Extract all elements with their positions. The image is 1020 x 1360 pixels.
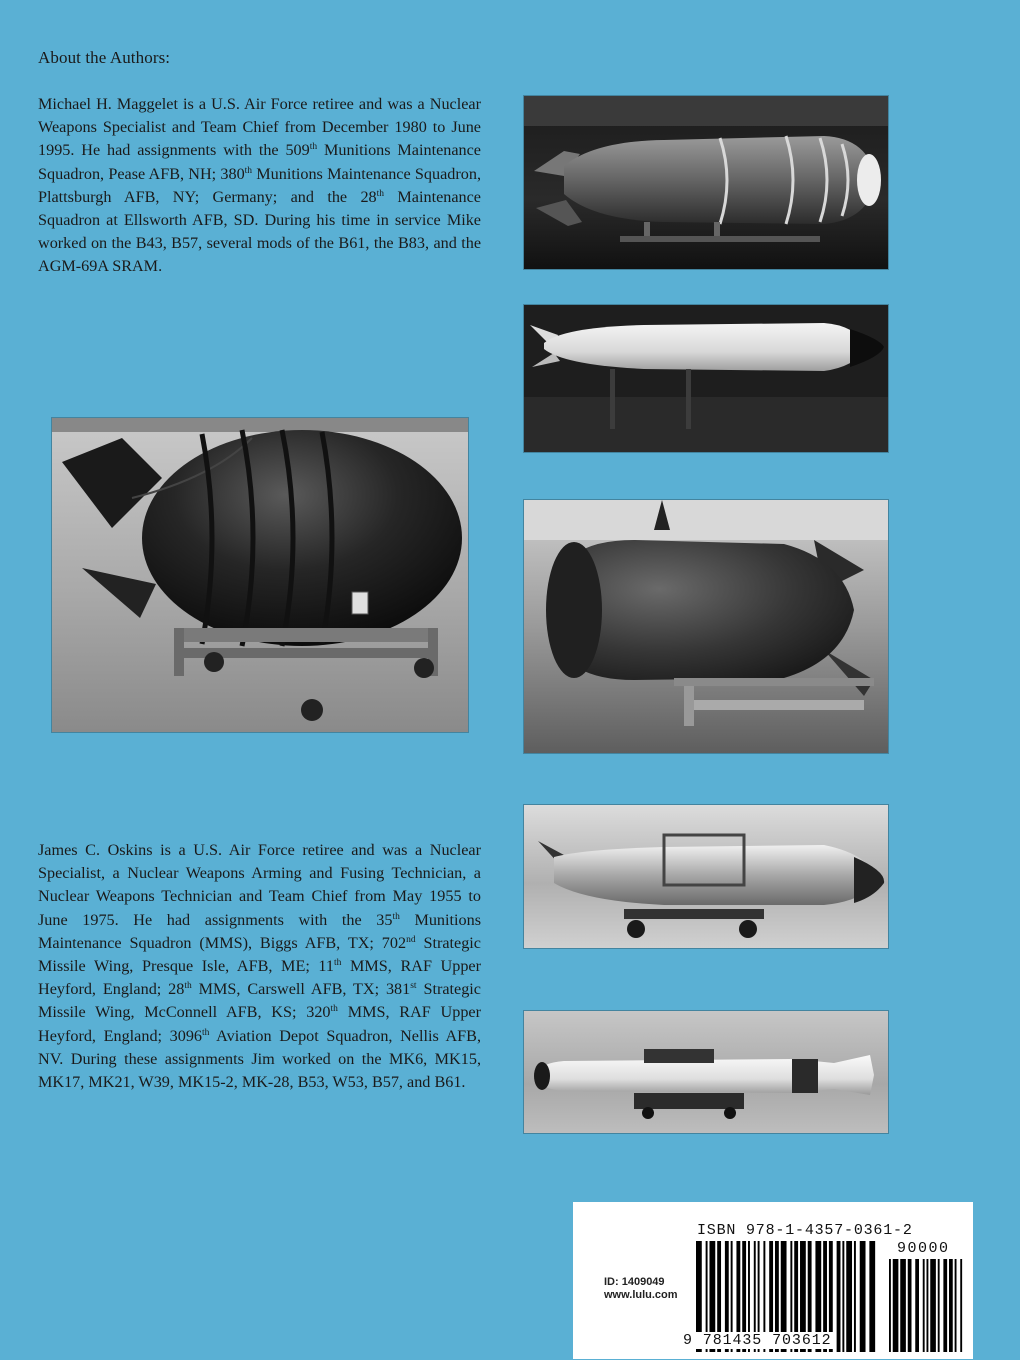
publisher-id: ID: 1409049 — [604, 1276, 665, 1288]
barcode-box — [573, 1202, 973, 1359]
photo-bomb-ringed-casing — [524, 96, 888, 269]
photo-bomb-fat-facing-left — [524, 500, 888, 753]
bio-text: MMS, RAF Upper Heyford, England; 28 — [38, 957, 482, 999]
ordinal-suffix: th — [330, 1004, 338, 1015]
photo-bomb-silver-on-trolley — [524, 805, 888, 948]
bio-text: Munitions Maintenance Squadron, Plattsburgh AFB, NY; Germany; and the 28 — [38, 164, 481, 206]
barcode-addon-bars — [889, 1259, 964, 1352]
barcode-bar — [837, 1241, 841, 1352]
bio-text: Aviation Depot Squadron, Nellis AFB, NV. During these assignments Jim worked on the MK6, MK15, MK17, MK21, W39, MK15-2, MK-28, B53, W53, B57, and B61. — [38, 1026, 481, 1092]
barcode-price-code: 90000 — [897, 1240, 950, 1257]
barcode-bar — [923, 1259, 925, 1352]
bio-text: MMS, Carswell AFB, TX; 381 — [191, 980, 411, 999]
barcode-bar — [960, 1259, 962, 1352]
barcode-bar — [869, 1241, 875, 1352]
ordinal-suffix: th — [392, 911, 400, 922]
bio-maggelet — [38, 93, 481, 279]
bio-text: James C. Oskins is a U.S. Air Force retiree and was a Nuclear Specialist, a Nuclear Weapons Arming and Fusing Technician, a Nuclear Weapons Technician and Team Chief from May 1955 to June 1975. He had assignments with the 35 — [38, 841, 481, 929]
barcode-bar — [893, 1259, 899, 1352]
ordinal-suffix: th — [309, 142, 318, 153]
bio-oskins — [38, 839, 481, 1094]
about-authors-heading: About the Authors: — [38, 48, 171, 67]
barcode-bar — [955, 1259, 957, 1352]
ordinal-suffix: th — [376, 188, 385, 199]
barcode-bar — [915, 1259, 919, 1352]
barcode-bar — [949, 1259, 953, 1352]
isbn-number: ISBN 978-1-4357-0361-2 — [697, 1222, 913, 1239]
barcode-bar — [889, 1259, 891, 1352]
barcode-bar — [938, 1259, 940, 1352]
barcode-bar — [860, 1241, 866, 1352]
bio-text: Maintenance Squadron at Ellsworth AFB, SD. During his time in service Mike worked on the B43, B57, several mods of the B61, the B83, and the AGM-69A SRAM. — [38, 187, 481, 276]
publisher-id-block — [604, 1276, 678, 1302]
photo-bomb-long-white-side — [524, 1011, 888, 1133]
barcode-bar — [846, 1241, 852, 1352]
bio-text: MMS, RAF Upper Heyford, England; 3096 — [38, 1003, 481, 1045]
ordinal-suffix: th — [184, 981, 192, 992]
ordinal-suffix: th — [244, 165, 253, 176]
bio-text: Strategic Missile Wing, McConnell AFB, KS; 320 — [38, 980, 481, 1022]
barcode-bar — [842, 1241, 844, 1352]
barcode-bar — [908, 1259, 912, 1352]
ordinal-suffix: st — [410, 981, 417, 992]
photo-bomb-white-black-nose — [524, 305, 888, 452]
ordinal-suffix: th — [334, 958, 342, 969]
barcode-digits: 9 781435 703612 — [683, 1332, 832, 1349]
barcode-bar — [930, 1259, 936, 1352]
bio-text: Strategic Missile Wing, Presque Isle, AFB, ME; 11 — [38, 933, 481, 976]
bio-text: Michael H. Maggelet is a U.S. Air Force retiree and was a Nuclear Weapons Specialist and Team Chief from December 1980 to June 1995. He had assignments with the 509 — [38, 95, 481, 160]
barcode-bar — [943, 1259, 947, 1352]
barcode-bar — [854, 1241, 856, 1352]
ordinal-suffix: nd — [406, 934, 416, 945]
ordinal-suffix: th — [202, 1027, 210, 1038]
bio-text: Munitions Maintenance Squadron (MMS), Biggs AFB, TX; 702 — [38, 910, 482, 952]
bio-text: Munitions Maintenance Squadron, Pease AFB, NH; 380 — [38, 141, 481, 183]
barcode-bar — [900, 1259, 906, 1352]
barcode-bar — [927, 1259, 929, 1352]
publisher-url: www.lulu.com — [604, 1289, 678, 1301]
photo-bomb-fat-on-cart — [52, 418, 468, 732]
